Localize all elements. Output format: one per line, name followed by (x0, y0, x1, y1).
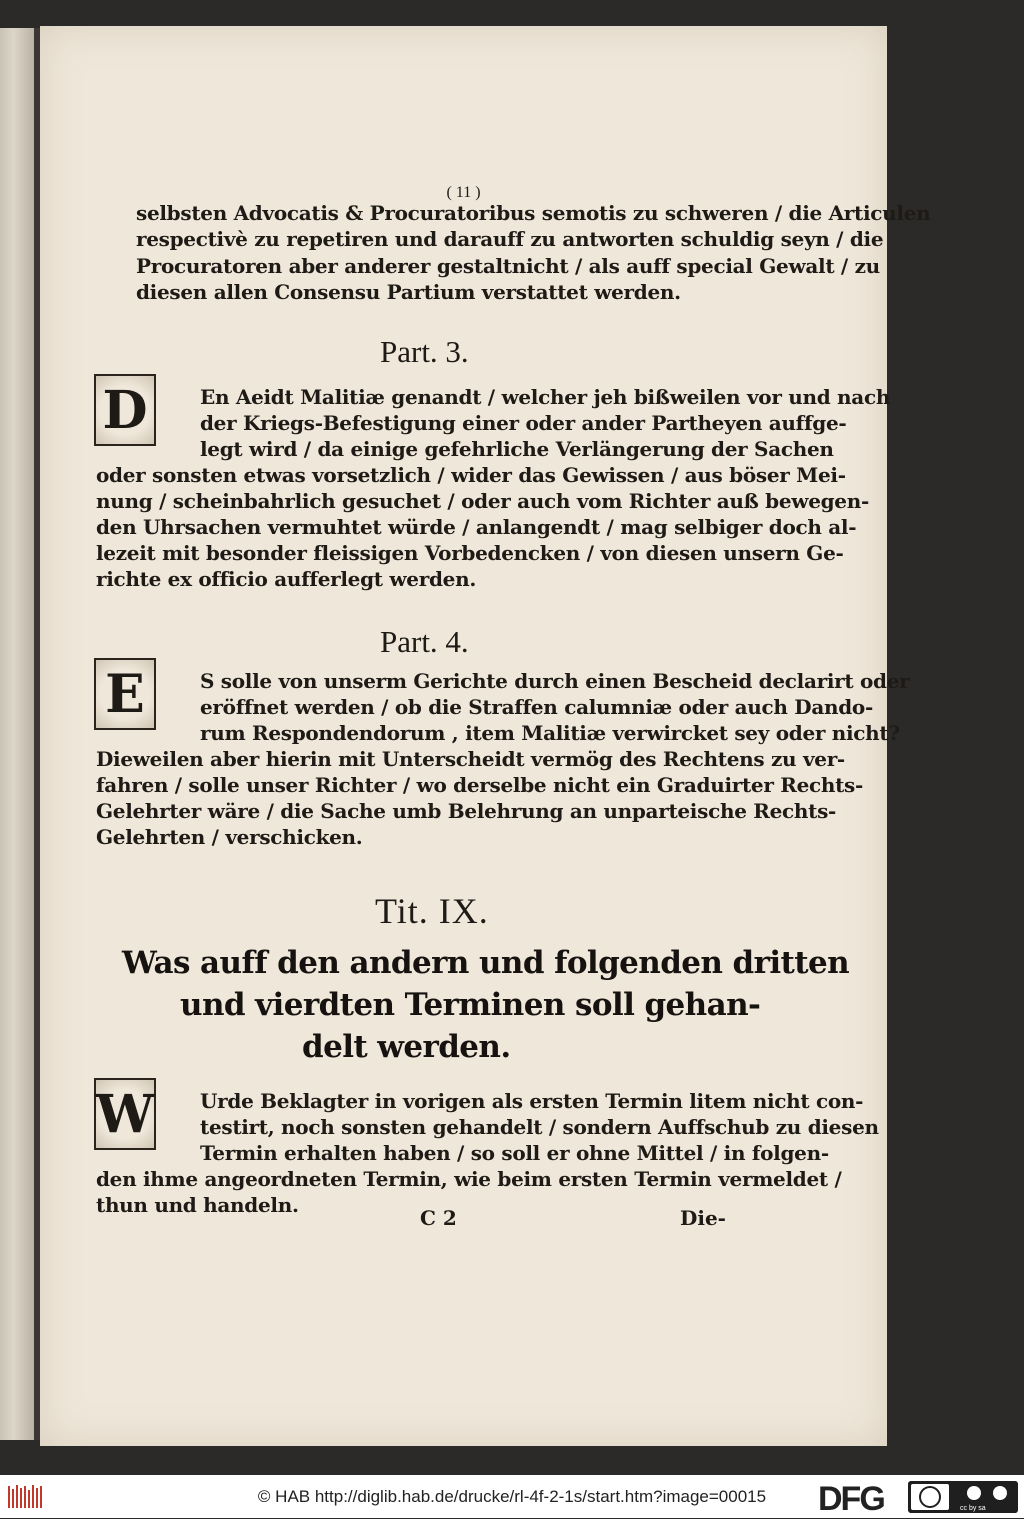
title-line: Was auff den andern und folgenden dritten (122, 945, 850, 981)
license-text: cc by sa (960, 1505, 986, 1512)
text-line: oder sonsten etwas vorsetzlich / wider das Gewissen / aus böser Mei- (96, 463, 846, 487)
title-line: und vierdten Terminen soll gehan- (180, 987, 761, 1023)
text-line: den Uhrsachen vermuhtet würde / anlangendt / mag selbiger doch al- (96, 515, 857, 539)
previous-page-edge (0, 28, 34, 1440)
decorated-initial-d: D (94, 374, 156, 446)
part-3-heading: Part. 3. (380, 334, 469, 369)
text-line: richte ex officio aufferlegt werden. (96, 567, 476, 591)
decorated-initial-e: E (94, 658, 156, 730)
decorated-initial-w: W (94, 1078, 156, 1150)
text-line: Dieweilen aber hierin mit Unterscheidt vermög des Rechtens zu ver- (96, 747, 845, 771)
text-line: respectivè zu repetiren und darauff zu antworten schuldig seyn / die (136, 227, 884, 251)
catchword: Die- (680, 1206, 726, 1230)
text-line: Gelehrten / verschicken. (96, 825, 363, 849)
text-line: eröffnet werden / ob die Straffen calumniæ oder auch Dando- (200, 695, 873, 719)
cc-license-icon[interactable] (908, 1481, 1018, 1513)
footer-bar (0, 1475, 1024, 1518)
text-line: fahren / solle unser Richter / wo derselbe nicht ein Graduirter Rechts- (96, 773, 864, 797)
text-line: den ihme angeordneten Termin, wie beim ersten Termin vermeldet / (96, 1167, 842, 1191)
text-line: der Kriegs-Befestigung einer oder ander Partheyen auffge- (200, 411, 847, 435)
page-number: ( 11 ) (446, 184, 481, 201)
text-line: legt wird / da einige gefehrliche Verlängerung der Sachen (200, 437, 834, 461)
part-4-heading: Part. 4. (380, 624, 469, 659)
text-line: Termin erhalten haben / so soll er ohne Mittel / in folgen- (200, 1141, 829, 1165)
text-line: Gelehrter wäre / die Sache umb Belehrung an unparteische Rechts- (96, 799, 837, 823)
text-line: En Aeidt Malitiæ genandt / welcher jeh bißweilen vor und nach (200, 385, 891, 409)
text-line: diesen allen Consensu Partium verstattet werden. (136, 280, 681, 304)
text-line: thun und handeln. (96, 1193, 299, 1217)
source-link[interactable]: © HAB http://diglib.hab.de/drucke/rl-4f-2-1s/start.htm?image=00015 (257, 1487, 767, 1506)
book-page (40, 26, 931, 1446)
text-line: S solle von unserm Gerichte durch einen Bescheid declarirt oder (200, 669, 910, 693)
title-heading: Tit. IX. (375, 891, 489, 931)
text-line: rum Respondendorum , item Malitiæ verwircket sey oder nicht? (200, 721, 900, 745)
text-line: testirt, noch sonsten gehandelt / sondern Auffschub zu diesen (200, 1115, 879, 1139)
text-line: selbsten Advocatis & Procuratoribus semotis zu schweren / die Articulen (136, 201, 931, 225)
text-line: Urde Beklagter in vorigen als ersten Termin litem nicht con- (200, 1089, 864, 1113)
dfg-logo: DFG (818, 1480, 884, 1518)
title-line: delt werden. (302, 1029, 511, 1065)
text-line: lezeit mit besonder fleissigen Vorbedencken / von diesen unsern Ge- (96, 541, 844, 565)
text-line: nung / scheinbahrlich gesuchet / oder auch vom Richter auß bewegen- (96, 489, 869, 513)
text-line: Procuratoren aber anderer gestaltnicht / als auff special Gewalt / zu (136, 254, 880, 278)
signature-mark: C 2 (420, 1206, 457, 1230)
